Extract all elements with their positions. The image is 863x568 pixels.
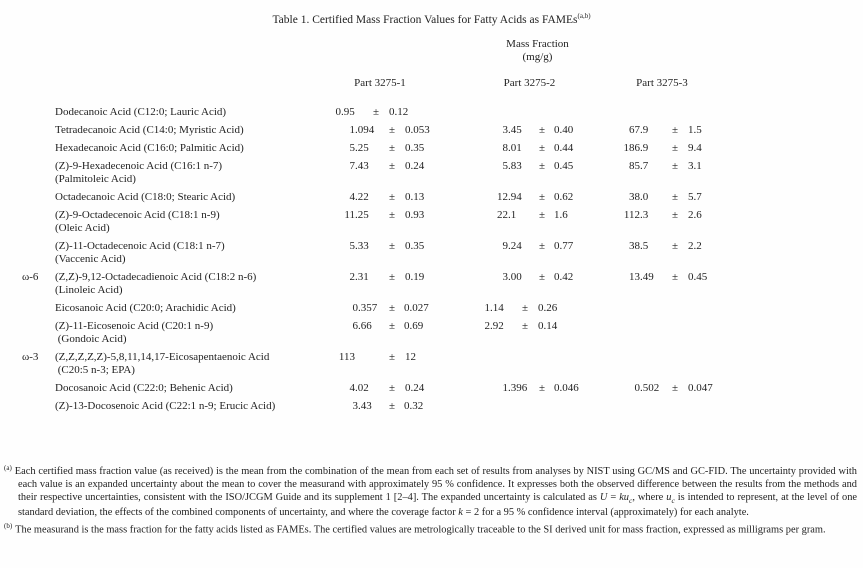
plus-minus-sign: ± [671, 142, 679, 155]
analyte-name-line: Eicosanoic Acid (C20:0; Arachidic Acid) [55, 302, 236, 315]
footnote-a-segment: ku [619, 491, 629, 503]
footnote-a-segment: is intended to represent, at the level of one standard deviation, the effects of the combined components of uncertainty, and where the coverage factor [18, 491, 858, 519]
plus-minus-sign: ± [538, 382, 546, 395]
value-frac: .31 [355, 271, 369, 284]
value-cell [305, 160, 455, 173]
footnote-a-text [15, 466, 857, 518]
value-cell [455, 124, 604, 137]
value-int: 1 [349, 124, 355, 137]
analyte-name-line: Hexadecanoic Acid (C16:0; Palmitic Acid) [55, 142, 244, 155]
plus-minus-sign: ± [538, 160, 546, 173]
value-int: 0 [352, 302, 358, 315]
uncertainty: 0.14 [538, 320, 558, 333]
uncertainty: 0.24 [405, 160, 425, 173]
value-frac: .22 [355, 191, 369, 204]
value-frac: .7 [640, 160, 649, 173]
value-frac: .01 [508, 142, 522, 155]
omega-label: ω-3 [22, 351, 39, 364]
table-row [0, 380, 863, 398]
value-int: 13 [629, 271, 640, 284]
value-int: 12 [497, 191, 508, 204]
plus-minus-sign: ± [671, 271, 679, 284]
value-int: 1 [502, 382, 508, 395]
value-int: 11 [344, 209, 355, 222]
value-int: 112 [623, 209, 640, 222]
table-row [0, 238, 863, 269]
value-cell [454, 302, 594, 315]
table-row [0, 269, 863, 300]
uncertainty: 2.2 [688, 240, 702, 253]
value-cell [455, 142, 604, 155]
footnote-a-segment: = 2 for a 95 % confidence interval (approximately) for each analyte. [462, 507, 749, 519]
column-header-part-1: Part 3275-1 [354, 76, 406, 89]
value-cell [604, 160, 744, 173]
analyte-name [55, 240, 305, 266]
value-int: 8 [502, 142, 508, 155]
value-cell [305, 271, 455, 284]
footnote-a-segment: u [666, 491, 672, 503]
analyte-name [55, 382, 305, 395]
uncertainty: 0.42 [554, 271, 574, 284]
analyte-name-line: (Oleic Acid) [55, 222, 110, 235]
footnote-a-segment: U [599, 491, 608, 503]
plus-minus-sign: ± [671, 124, 679, 137]
value-frac: .24 [508, 240, 522, 253]
plus-minus-sign: ± [388, 400, 396, 413]
value-cell [455, 160, 604, 173]
value-frac: .43 [355, 160, 369, 173]
uncertainty: 0.35 [405, 142, 425, 155]
value-cell [454, 320, 594, 333]
analyte-name [55, 160, 305, 186]
plus-minus-sign: ± [538, 240, 546, 253]
footnote-a-segment: k [458, 507, 463, 519]
value-int: 9 [502, 240, 508, 253]
uncertainty: 0.77 [554, 240, 574, 253]
table-title-footnote-marker: (a,b) [577, 12, 591, 20]
value-frac: .83 [508, 160, 522, 173]
analyte-name-line: (Palmitoleic Acid) [55, 173, 136, 186]
header-spacer [0, 77, 305, 90]
value-int: 67 [629, 124, 640, 137]
footnote-a-segment: , where [632, 491, 667, 503]
value-frac: .094 [355, 124, 375, 137]
value-frac: .25 [355, 142, 369, 155]
table-row [0, 158, 863, 189]
plus-minus-sign: ± [388, 320, 396, 333]
value-frac: .5 [640, 240, 649, 253]
value-frac: .502 [640, 382, 660, 395]
value-cell [305, 351, 455, 364]
footnote-a-segment: Each certified mass fraction value (as received) is the mean from the combination of the mean from each set of results from analyses by NIST using GC/MS and GC-FID. The uncertainty provided with each value is an expanded uncertainty about the mean to cover the measurand with approximately 95 % confidence. It expresses both the observed difference between the results from the methods and their respective uncertainties, consistent with the ISO/JCGM Guide and its supplement 1 [2–4]. The expanded uncertainty is calculated as [14, 466, 857, 503]
footnote-a-segment: c [671, 495, 675, 505]
value-int: 85 [629, 160, 640, 173]
value-frac: .25 [355, 209, 369, 222]
value-frac: .357 [358, 302, 378, 315]
mass-fraction-label-box [463, 38, 612, 64]
plus-minus-sign: ± [521, 302, 529, 315]
uncertainty: 0.19 [405, 271, 425, 284]
plus-minus-sign: ± [388, 240, 396, 253]
value-frac: .43 [358, 400, 372, 413]
analyte-name [55, 320, 305, 346]
plus-minus-sign: ± [388, 142, 396, 155]
plus-minus-sign: ± [671, 191, 679, 204]
analyte-name [55, 271, 305, 297]
footnote-b-marker: (b) [4, 522, 13, 531]
analyte-name [55, 400, 305, 413]
uncertainty: 0.13 [405, 191, 425, 204]
plus-minus-sign: ± [388, 382, 396, 395]
table-row [0, 207, 863, 238]
uncertainty: 1.5 [688, 124, 702, 137]
uncertainty: 0.24 [405, 382, 425, 395]
value-frac: .66 [358, 320, 372, 333]
value-cell [305, 142, 455, 155]
footnote-a [4, 462, 857, 520]
plus-minus-sign: ± [388, 209, 396, 222]
plus-minus-sign: ± [388, 191, 396, 204]
analyte-name [55, 191, 305, 204]
value-frac: .92 [490, 320, 504, 333]
table-row [0, 122, 863, 140]
value-frac: .396 [508, 382, 528, 395]
analyte-name [55, 124, 305, 137]
value-int: 6 [352, 320, 358, 333]
uncertainty: 0.62 [554, 191, 574, 204]
plus-minus-sign: ± [521, 320, 529, 333]
uncertainty: 3.1 [688, 160, 702, 173]
plus-minus-sign: ± [671, 160, 679, 173]
analyte-name-line: (Vaccenic Acid) [55, 253, 126, 266]
value-cell [305, 302, 454, 315]
mass-fraction-label: Mass Fraction [506, 37, 569, 50]
uncertainty: 12 [405, 351, 416, 364]
footnote-b [4, 520, 857, 537]
value-cell [455, 382, 604, 395]
analyte-name-line: Octadecanoic Acid (C18:0; Stearic Acid) [55, 191, 236, 204]
table-row [0, 318, 863, 349]
omega-label: ω-6 [22, 271, 39, 284]
value-frac: .9 [640, 124, 649, 137]
value-frac: .95 [341, 106, 355, 119]
uncertainty: 9.4 [688, 142, 702, 155]
analyte-name-line: (Z)-11-Octadecenoic Acid (C18:1 n-7) [55, 240, 225, 253]
value-int: 1 [484, 302, 490, 315]
value-cell [305, 209, 455, 222]
column-header-part-2: Part 3275-2 [503, 76, 556, 89]
analyte-name [55, 209, 305, 235]
uncertainty: 0.12 [389, 106, 409, 119]
analyte-name-line: (Z,Z,Z,Z,Z)-5,8,11,14,17-Eicosapentaenoic Acid [55, 351, 270, 364]
table-row [0, 398, 863, 416]
footnotes [4, 462, 857, 538]
value-cell [305, 382, 455, 395]
analyte-name-line: (Linoleic Acid) [55, 284, 123, 297]
value-int: 2 [349, 271, 355, 284]
value-cell [455, 191, 604, 204]
value-int: 0 [634, 382, 640, 395]
value-frac: .00 [508, 271, 522, 284]
analyte-name [55, 142, 305, 155]
plus-minus-sign: ± [388, 271, 396, 284]
footnote-b-text: The measurand is the mass fraction for the fatty acids listed as FAMEs. The certified values are metrologically traceable to the SI derived unit for mass fraction, expressed as milligrams per gram. [15, 524, 826, 536]
value-int: 38 [629, 240, 640, 253]
plus-minus-sign: ± [388, 160, 396, 173]
uncertainty: 0.26 [538, 302, 558, 315]
analyte-name-line: Dodecanoic Acid (C12:0; Lauric Acid) [55, 106, 227, 119]
value-cell [604, 240, 744, 253]
uncertainty: 0.69 [404, 320, 424, 333]
column-header-part-3: Part 3275-3 [636, 76, 688, 89]
uncertainty: 0.027 [404, 302, 429, 315]
value-int: 5 [349, 142, 355, 155]
plus-minus-sign: ± [388, 124, 396, 137]
value-frac: .02 [355, 382, 369, 395]
mass-fraction-header [0, 38, 863, 64]
value-cell [455, 209, 604, 222]
column-headers [0, 77, 863, 90]
value-cell [455, 271, 604, 284]
value-frac: .33 [355, 240, 369, 253]
table-row [0, 189, 863, 207]
value-int: 22 [497, 209, 508, 222]
value-frac: .9 [640, 142, 649, 155]
value-cell [305, 124, 455, 137]
table-body [0, 104, 863, 416]
header-spacer [0, 38, 455, 64]
value-cell [305, 191, 455, 204]
value-int: 7 [349, 160, 355, 173]
uncertainty: 0.053 [405, 124, 430, 137]
uncertainty: 0.35 [405, 240, 425, 253]
table-row [0, 140, 863, 158]
table-row [0, 300, 863, 318]
value-cell [604, 142, 744, 155]
analyte-name [55, 351, 305, 377]
plus-minus-sign: ± [372, 106, 380, 119]
plus-minus-sign: ± [388, 351, 396, 364]
value-cell [604, 124, 744, 137]
value-frac: .45 [508, 124, 522, 137]
value-cell [604, 271, 744, 284]
uncertainty: 2.6 [688, 209, 702, 222]
value-frac: .3 [640, 209, 649, 222]
value-int: 3 [502, 124, 508, 137]
value-int: 0 [335, 106, 341, 119]
analyte-name-line: (Z)-11-Eicosenoic Acid (C20:1 n-9) [55, 320, 214, 333]
value-int: 5 [502, 160, 508, 173]
value-frac: .14 [490, 302, 504, 315]
uncertainty: 0.047 [688, 382, 713, 395]
uncertainty: 1.6 [554, 209, 568, 222]
uncertainty: 5.7 [688, 191, 702, 204]
footnote-a-marker: (a) [4, 463, 12, 472]
uncertainty: 0.046 [554, 382, 579, 395]
table-row [0, 104, 863, 122]
value-int: 5 [349, 240, 355, 253]
value-int: 3 [352, 400, 358, 413]
analyte-name-line: (C20:5 n-3; EPA) [55, 364, 135, 377]
value-int: 38 [629, 191, 640, 204]
value-int: 2 [484, 320, 490, 333]
value-cell [455, 240, 604, 253]
value-frac: .0 [640, 191, 649, 204]
plus-minus-sign: ± [671, 209, 679, 222]
analyte-name [55, 302, 305, 315]
value-int: 4 [349, 382, 355, 395]
uncertainty: 0.45 [554, 160, 574, 173]
uncertainty: 0.40 [554, 124, 574, 137]
footnote-a-segment: c [629, 495, 633, 505]
table-title-text: Table 1. Certified Mass Fraction Values for Fatty Acids as FAMEs [272, 13, 578, 26]
analyte-name-line: (Z)-9-Hexadecenoic Acid (C16:1 n-7) [55, 160, 223, 173]
mass-fraction-unit: (mg/g) [522, 50, 553, 63]
analyte-name-line: (Z)-13-Docosenoic Acid (C22:1 n-9; Erucic Acid) [55, 400, 276, 413]
plus-minus-sign: ± [538, 191, 546, 204]
value-cell [305, 400, 454, 413]
plus-minus-sign: ± [538, 209, 546, 222]
analyte-name-line: (Z)-9-Octadecenoic Acid (C18:1 n-9) [55, 209, 220, 222]
table-row [0, 349, 863, 380]
value-cell [305, 240, 455, 253]
value-frac: .1 [508, 209, 517, 222]
analyte-name-line: (Gondoic Acid) [55, 333, 127, 346]
value-cell [305, 106, 445, 119]
value-cell [604, 191, 744, 204]
plus-minus-sign: ± [538, 124, 546, 137]
value-int: 113 [338, 351, 355, 364]
uncertainty: 0.93 [405, 209, 425, 222]
value-cell [604, 209, 744, 222]
plus-minus-sign: ± [388, 302, 396, 315]
uncertainty: 0.44 [554, 142, 574, 155]
uncertainty: 0.32 [404, 400, 424, 413]
analyte-name-line: (Z,Z)-9,12-Octadecadienoic Acid (C18:2 n-6) [55, 271, 257, 284]
uncertainty: 0.45 [688, 271, 708, 284]
footnote-a-segment: = [607, 491, 620, 503]
plus-minus-sign: ± [671, 240, 679, 253]
plus-minus-sign: ± [671, 382, 679, 395]
analyte-name-line: Tetradecanoic Acid (C14:0; Myristic Acid) [55, 124, 244, 137]
value-int: 3 [502, 271, 508, 284]
analyte-name-line: Docosanoic Acid (C22:0; Behenic Acid) [55, 382, 233, 395]
value-cell [604, 382, 744, 395]
analyte-name [55, 106, 305, 119]
value-frac: .49 [640, 271, 654, 284]
plus-minus-sign: ± [538, 271, 546, 284]
value-frac: .94 [508, 191, 522, 204]
value-int: 4 [349, 191, 355, 204]
table-title [0, 0, 863, 27]
plus-minus-sign: ± [538, 142, 546, 155]
value-cell [305, 320, 454, 333]
value-int: 186 [623, 142, 640, 155]
